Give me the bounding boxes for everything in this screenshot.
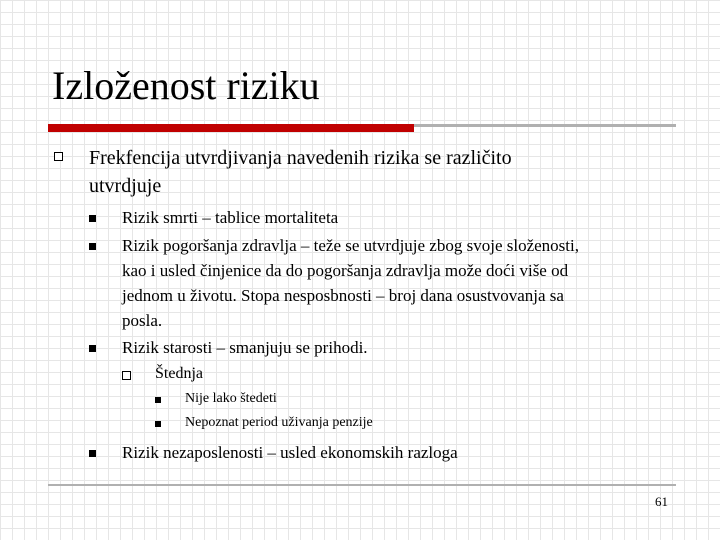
- sub-bullet-text: Rizik smrti – tablice mortaliteta: [122, 208, 339, 227]
- sub-bullet-text: Rizik starosti – smanjuju se prihodi.: [122, 338, 368, 357]
- filled-square-bullet-icon: [155, 397, 161, 403]
- filled-square-bullet-icon: [89, 215, 96, 222]
- hollow-square-bullet-icon: [54, 152, 63, 161]
- page-number: 61: [655, 494, 668, 509]
- filled-square-bullet-icon: [89, 243, 96, 250]
- level4-bullet-text: Nije lako štedeti: [185, 391, 277, 406]
- level4-bullet-text: Nepoznat period uživanja penzije: [185, 415, 373, 430]
- sub-bullet-text: posla.: [122, 311, 163, 330]
- footer-rule: [48, 484, 676, 486]
- sub-bullet-text: Rizik nezaposlenosti – usled ekonomskih razloga: [122, 443, 458, 462]
- title-underline-rule: [414, 124, 676, 127]
- slide-title: Izloženost riziku: [52, 63, 320, 108]
- sub-bullet-text: jednom u životu. Stopa nesposbnosti – broj dana osustvovanja sa: [122, 286, 564, 305]
- title-underline-accent: [48, 124, 414, 132]
- sub-bullet-text: kao i usled činjenice da do pogoršanja zdravlja može doći više od: [122, 261, 569, 280]
- bullet-text: utvrdjuje: [89, 175, 162, 197]
- filled-square-bullet-icon: [89, 450, 96, 457]
- hollow-square-bullet-icon: [122, 371, 131, 380]
- sub-bullet-text: Rizik pogoršanja zdravlja – teže se utvrdjuje zbog svoje složenosti,: [122, 236, 579, 255]
- sub-sub-bullet-text: Štednja: [155, 365, 203, 382]
- filled-square-bullet-icon: [155, 421, 161, 427]
- bullet-text: Frekfencija utvrdjivanja navedenih rizika se različito: [89, 147, 512, 169]
- filled-square-bullet-icon: [89, 345, 96, 352]
